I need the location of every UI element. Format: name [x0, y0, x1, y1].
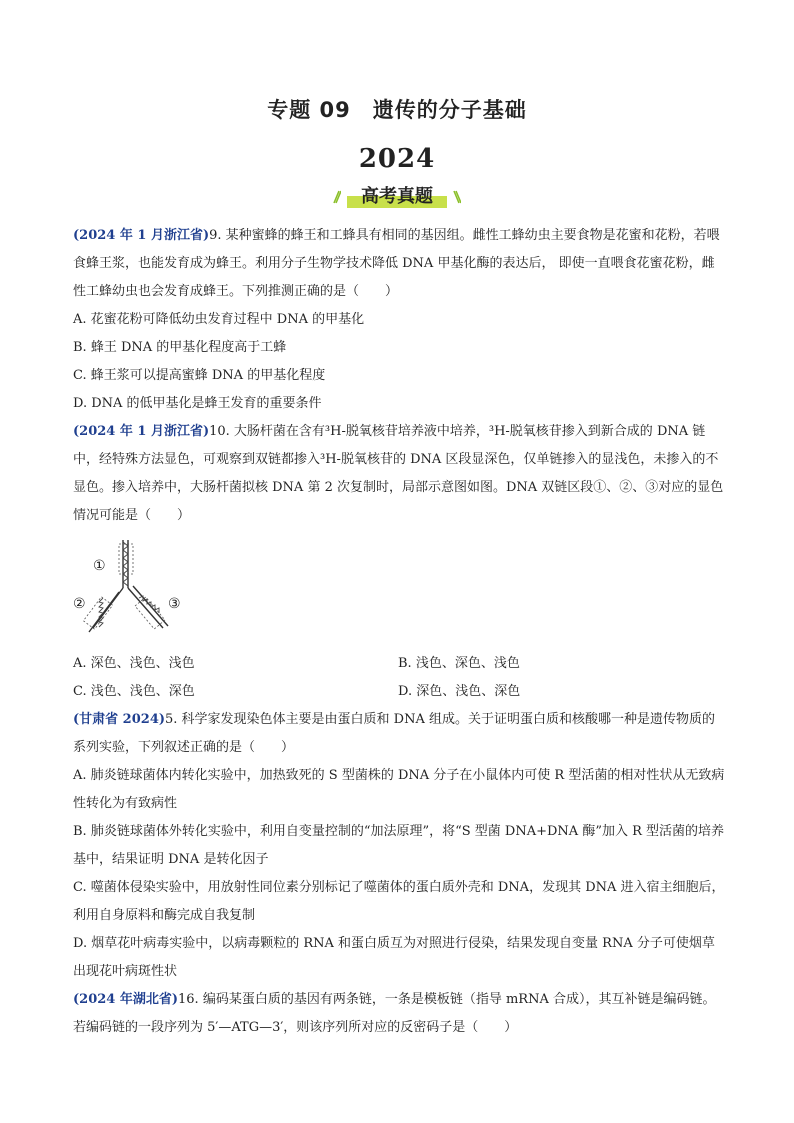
- figure-label-2: ②: [73, 596, 86, 612]
- question-text: 大肠杆菌在含有³H-脱氧核苷培养液中培养，³H-脱氧核苷掺入到新合成的 DNA 链中，经特殊方法显色，可观察到双链都掺入³H-脱氧核苷的 DNA 区段显深色，仅单链掺入的显浅色，未掺入的不显色。掺入培养中，大肠杆菌拟核 DNA 第 2 次复制时，局部示意图如图。DNA 双链区段①、②、③对应的显色情况可能是（ ）: [73, 424, 724, 523]
- replication-fork-diagram: [73, 536, 203, 646]
- option-a: A. 深色、浅色、浅色: [73, 656, 195, 671]
- question-number: 9.: [209, 228, 222, 243]
- option-c: C. 噬菌体侵染实验中，用放射性同位素分别标记了噬菌体的蛋白质外壳和 DNA，发现其 DNA 进入宿主细胞后，利用自身原料和酶完成自我复制: [73, 880, 725, 923]
- figure-label-1: ①: [93, 558, 106, 574]
- question-source: (2024 年 1 月浙江省): [73, 228, 210, 243]
- question-number: 5.: [165, 712, 178, 727]
- option-b: B. 蜂王 DNA 的甲基化程度高于工蜂: [73, 340, 287, 355]
- page-title: 专题 09 遗传的分子基础: [267, 98, 527, 122]
- question-list: [73, 222, 725, 1042]
- year-heading: 2024: [358, 144, 436, 174]
- options-row-1: [73, 650, 725, 678]
- option-d: D. DNA 的低甲基化是蜂王发育的重要条件: [73, 396, 322, 411]
- question-source: (2024 年 1 月浙江省): [73, 424, 210, 439]
- question-1-stem: [73, 222, 725, 306]
- option-d: D. 烟草花叶病毒实验中，以病毒颗粒的 RNA 和蛋白质互为对照进行侵染，结果发现自变量 RNA 分子可使烟草出现花叶病斑性状: [73, 936, 715, 979]
- option-c: C. 蜂王浆可以提高蜜蜂 DNA 的甲基化程度: [73, 368, 326, 383]
- question-number: 10.: [209, 424, 230, 439]
- section-banner: [333, 184, 461, 210]
- option-c: C. 浅色、浅色、深色: [73, 684, 195, 699]
- question-text: 某种蜜蜂的蜂王和工蜂具有相同的基因组。雌性工蜂幼虫主要食物是花蜜和花粉，若喂食蜂王浆，也能发育成为蜂王。利用分子生物学技术降低 DNA 甲基化酶的表达后， 即使一直喂食花蜜花粉，雌性工蜂幼虫也会发育成蜂王。下列推测正确的是（ ）: [73, 228, 720, 299]
- figure-label-3: ③: [168, 596, 181, 612]
- option-b: B. 肺炎链球菌体外转化实验中，利用自变量控制的“加法原理”，将“S 型菌 DNA+DNA 酶”加入 R 型活菌的培养基中，结果证明 DNA 是转化因子: [73, 824, 725, 867]
- option-a: A. 肺炎链球菌体内转化实验中，加热致死的 S 型菌株的 DNA 分子在小鼠体内可使 R 型活菌的相对性状从无致病性转化为有致病性: [73, 768, 725, 811]
- option-a: A. 花蜜花粉可降低幼虫发育过程中 DNA 的甲基化: [73, 312, 365, 327]
- question-text: 科学家发现染色体主要是由蛋白质和 DNA 组成。关于证明蛋白质和核酸哪一种是遗传物质的系列实验，下列叙述正确的是（ ）: [73, 712, 716, 755]
- question-2-stem: [73, 418, 725, 530]
- question-text: 编码某蛋白质的基因有两条链，一条是模板链（指导 mRNA 合成），其互补链是编码链。若编码链的一段序列为 5′—ATG—3′，则该序列所对应的反密码子是（ ）: [73, 992, 716, 1035]
- question-4-stem: [73, 986, 725, 1042]
- option-b: B. 浅色、深色、浅色: [398, 656, 520, 671]
- question-source: (甘肃省 2024): [73, 712, 166, 727]
- slash-right-icon: [453, 190, 461, 204]
- options-row-2: [73, 678, 725, 706]
- banner-text: 高考真题: [361, 186, 433, 207]
- question-number: 16.: [178, 992, 199, 1007]
- dna-replication-figure: [73, 536, 725, 646]
- option-d: D. 深色、浅色、深色: [398, 684, 521, 699]
- question-source: (2024 年湖北省): [73, 992, 179, 1007]
- question-3-stem: [73, 706, 725, 762]
